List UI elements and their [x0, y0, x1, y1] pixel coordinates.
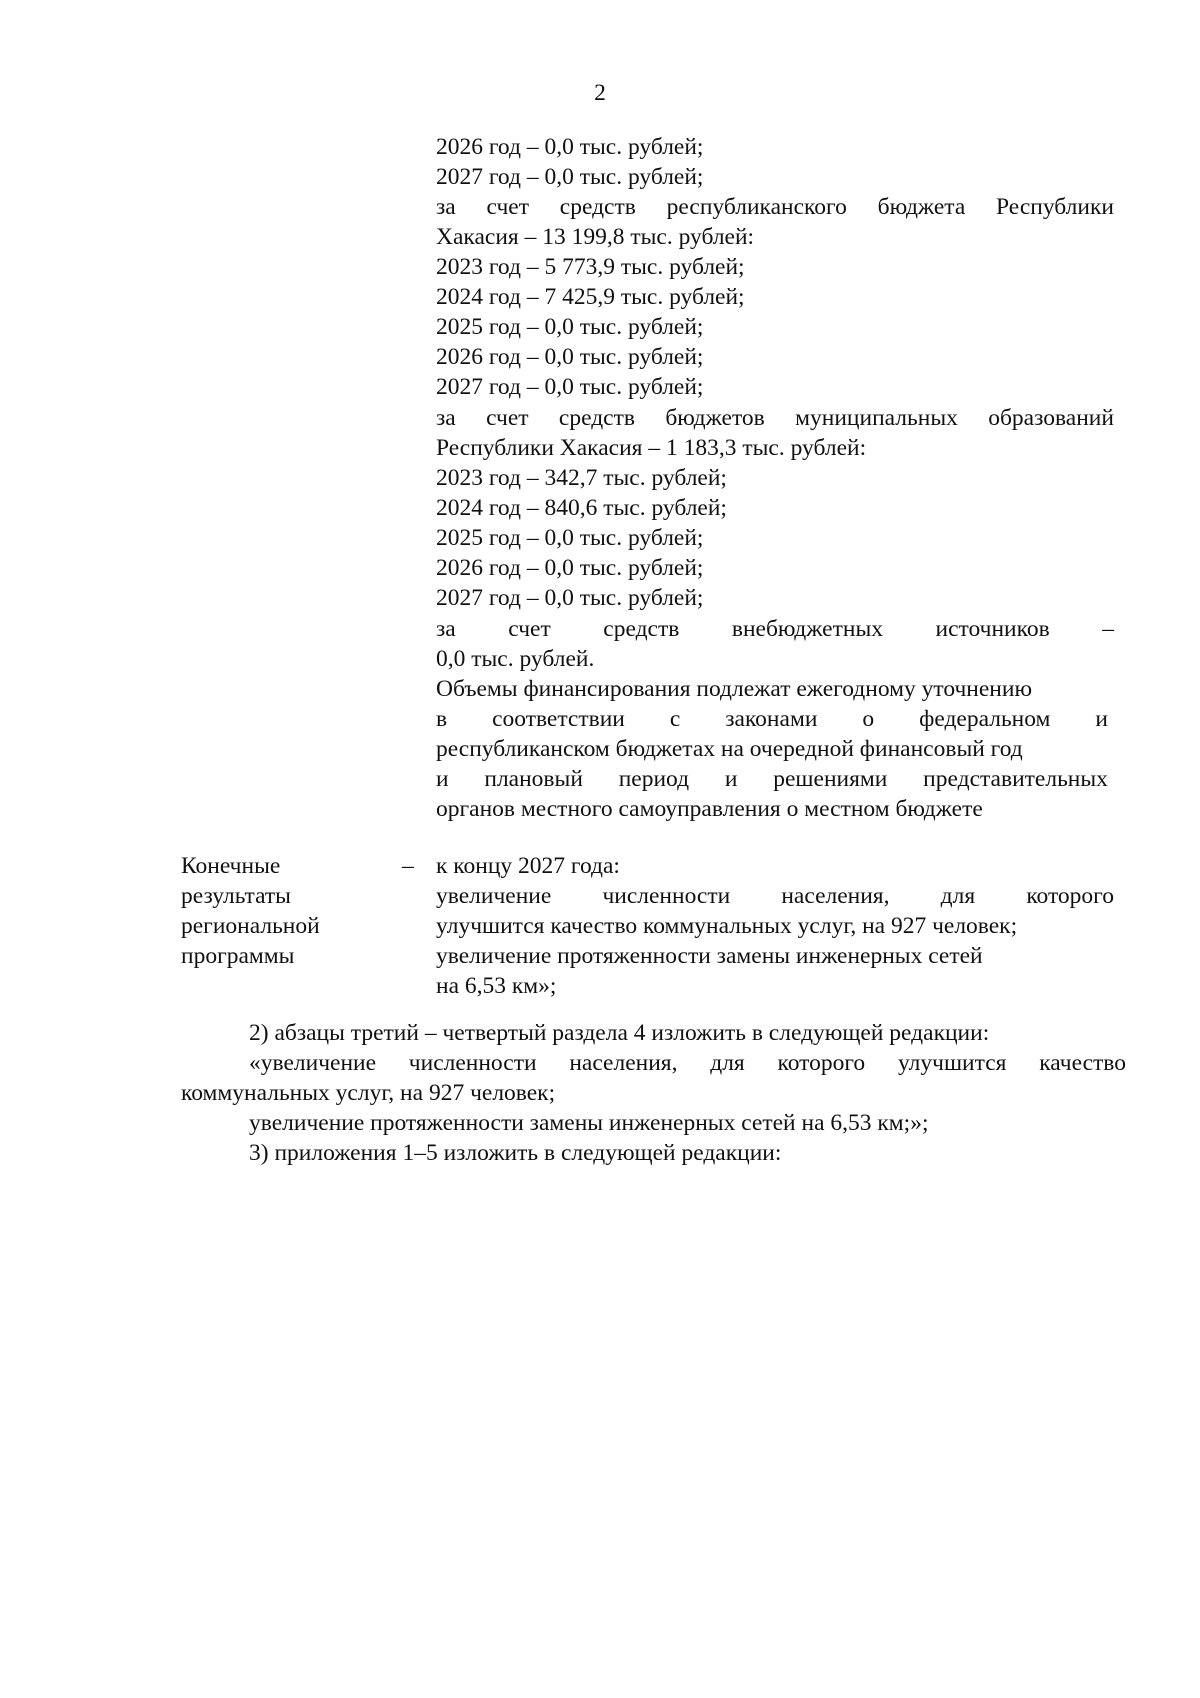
republic-year-2025: 2025 год – 0,0 тыс. рублей;	[436, 314, 704, 340]
funding-note-line-4: и плановый период и решениями представительных	[436, 766, 1108, 792]
results-dash: –	[402, 853, 414, 879]
municipal-budget-total: Республики Хакасия – 1 183,3 тыс. рублей:	[436, 435, 867, 461]
funding-note-line-2: в соответствии с законами о федеральном и	[436, 706, 1108, 732]
funding-note-line-1: Объемы финансирования подлежат ежегодному уточнению	[436, 676, 1033, 702]
federal-year-2027: 2027 год – 0,0 тыс. рублей;	[436, 164, 704, 190]
extrabudget-heading: за счет средств внебюджетных источников –	[436, 616, 1114, 642]
results-label-line-3: региональной	[181, 913, 320, 939]
amendment-item-3: 3) приложения 1–5 изложить в следующей редакции:	[249, 1140, 782, 1166]
amendment-item-2: 2) абзацы третий – четвертый раздела 4 изложить в следующей редакции:	[249, 1020, 990, 1046]
results-line-3: улучшится качество коммунальных услуг, на 927 человек;	[436, 913, 1018, 939]
municipal-year-2026: 2026 год – 0,0 тыс. рублей;	[436, 555, 704, 581]
municipal-year-2025: 2025 год – 0,0 тыс. рублей;	[436, 525, 704, 551]
republic-year-2023: 2023 год – 5 773,9 тыс. рублей;	[436, 254, 745, 280]
results-label-line-2: результаты	[181, 883, 291, 909]
results-line-4: увеличение протяженности замены инженерных сетей	[436, 943, 983, 969]
extrabudget-total: 0,0 тыс. рублей.	[436, 646, 595, 672]
amendment-quote-line-2: коммунальных услуг, на 927 человек;	[181, 1080, 556, 1106]
page-number: 2	[594, 80, 606, 106]
municipal-budget-heading: за счет средств бюджетов муниципальных образований	[436, 405, 1114, 431]
federal-year-2026: 2026 год – 0,0 тыс. рублей;	[436, 134, 704, 160]
republic-budget-total: Хакасия – 13 199,8 тыс. рублей:	[436, 224, 755, 250]
results-line-5: на 6,53 км»;	[436, 973, 557, 999]
funding-note-line-5: органов местного самоуправления о местном бюджете	[436, 796, 983, 822]
municipal-year-2023: 2023 год – 342,7 тыс. рублей;	[436, 465, 727, 491]
results-line-2: увеличение численности населения, для которого	[436, 883, 1114, 909]
amendment-quote-line-1: «увеличение численности населения, для которого улучшится качество	[249, 1050, 1126, 1076]
municipal-year-2024: 2024 год – 840,6 тыс. рублей;	[436, 495, 727, 521]
amendment-quote-line-3: увеличение протяженности замены инженерных сетей на 6,53 км;»;	[249, 1110, 929, 1136]
results-line-1: к концу 2027 года:	[436, 853, 620, 879]
municipal-year-2027: 2027 год – 0,0 тыс. рублей;	[436, 585, 704, 611]
funding-note-line-3: республиканском бюджетах на очередной финансовый год	[436, 736, 1023, 762]
results-label-line-1: Конечные	[181, 853, 281, 879]
republic-year-2026: 2026 год – 0,0 тыс. рублей;	[436, 344, 704, 370]
results-label-line-4: программы	[181, 943, 295, 969]
republic-year-2027: 2027 год – 0,0 тыс. рублей;	[436, 374, 704, 400]
republic-year-2024: 2024 год – 7 425,9 тыс. рублей;	[436, 284, 745, 310]
republic-budget-heading: за счет средств республиканского бюджета Республики	[436, 194, 1114, 220]
